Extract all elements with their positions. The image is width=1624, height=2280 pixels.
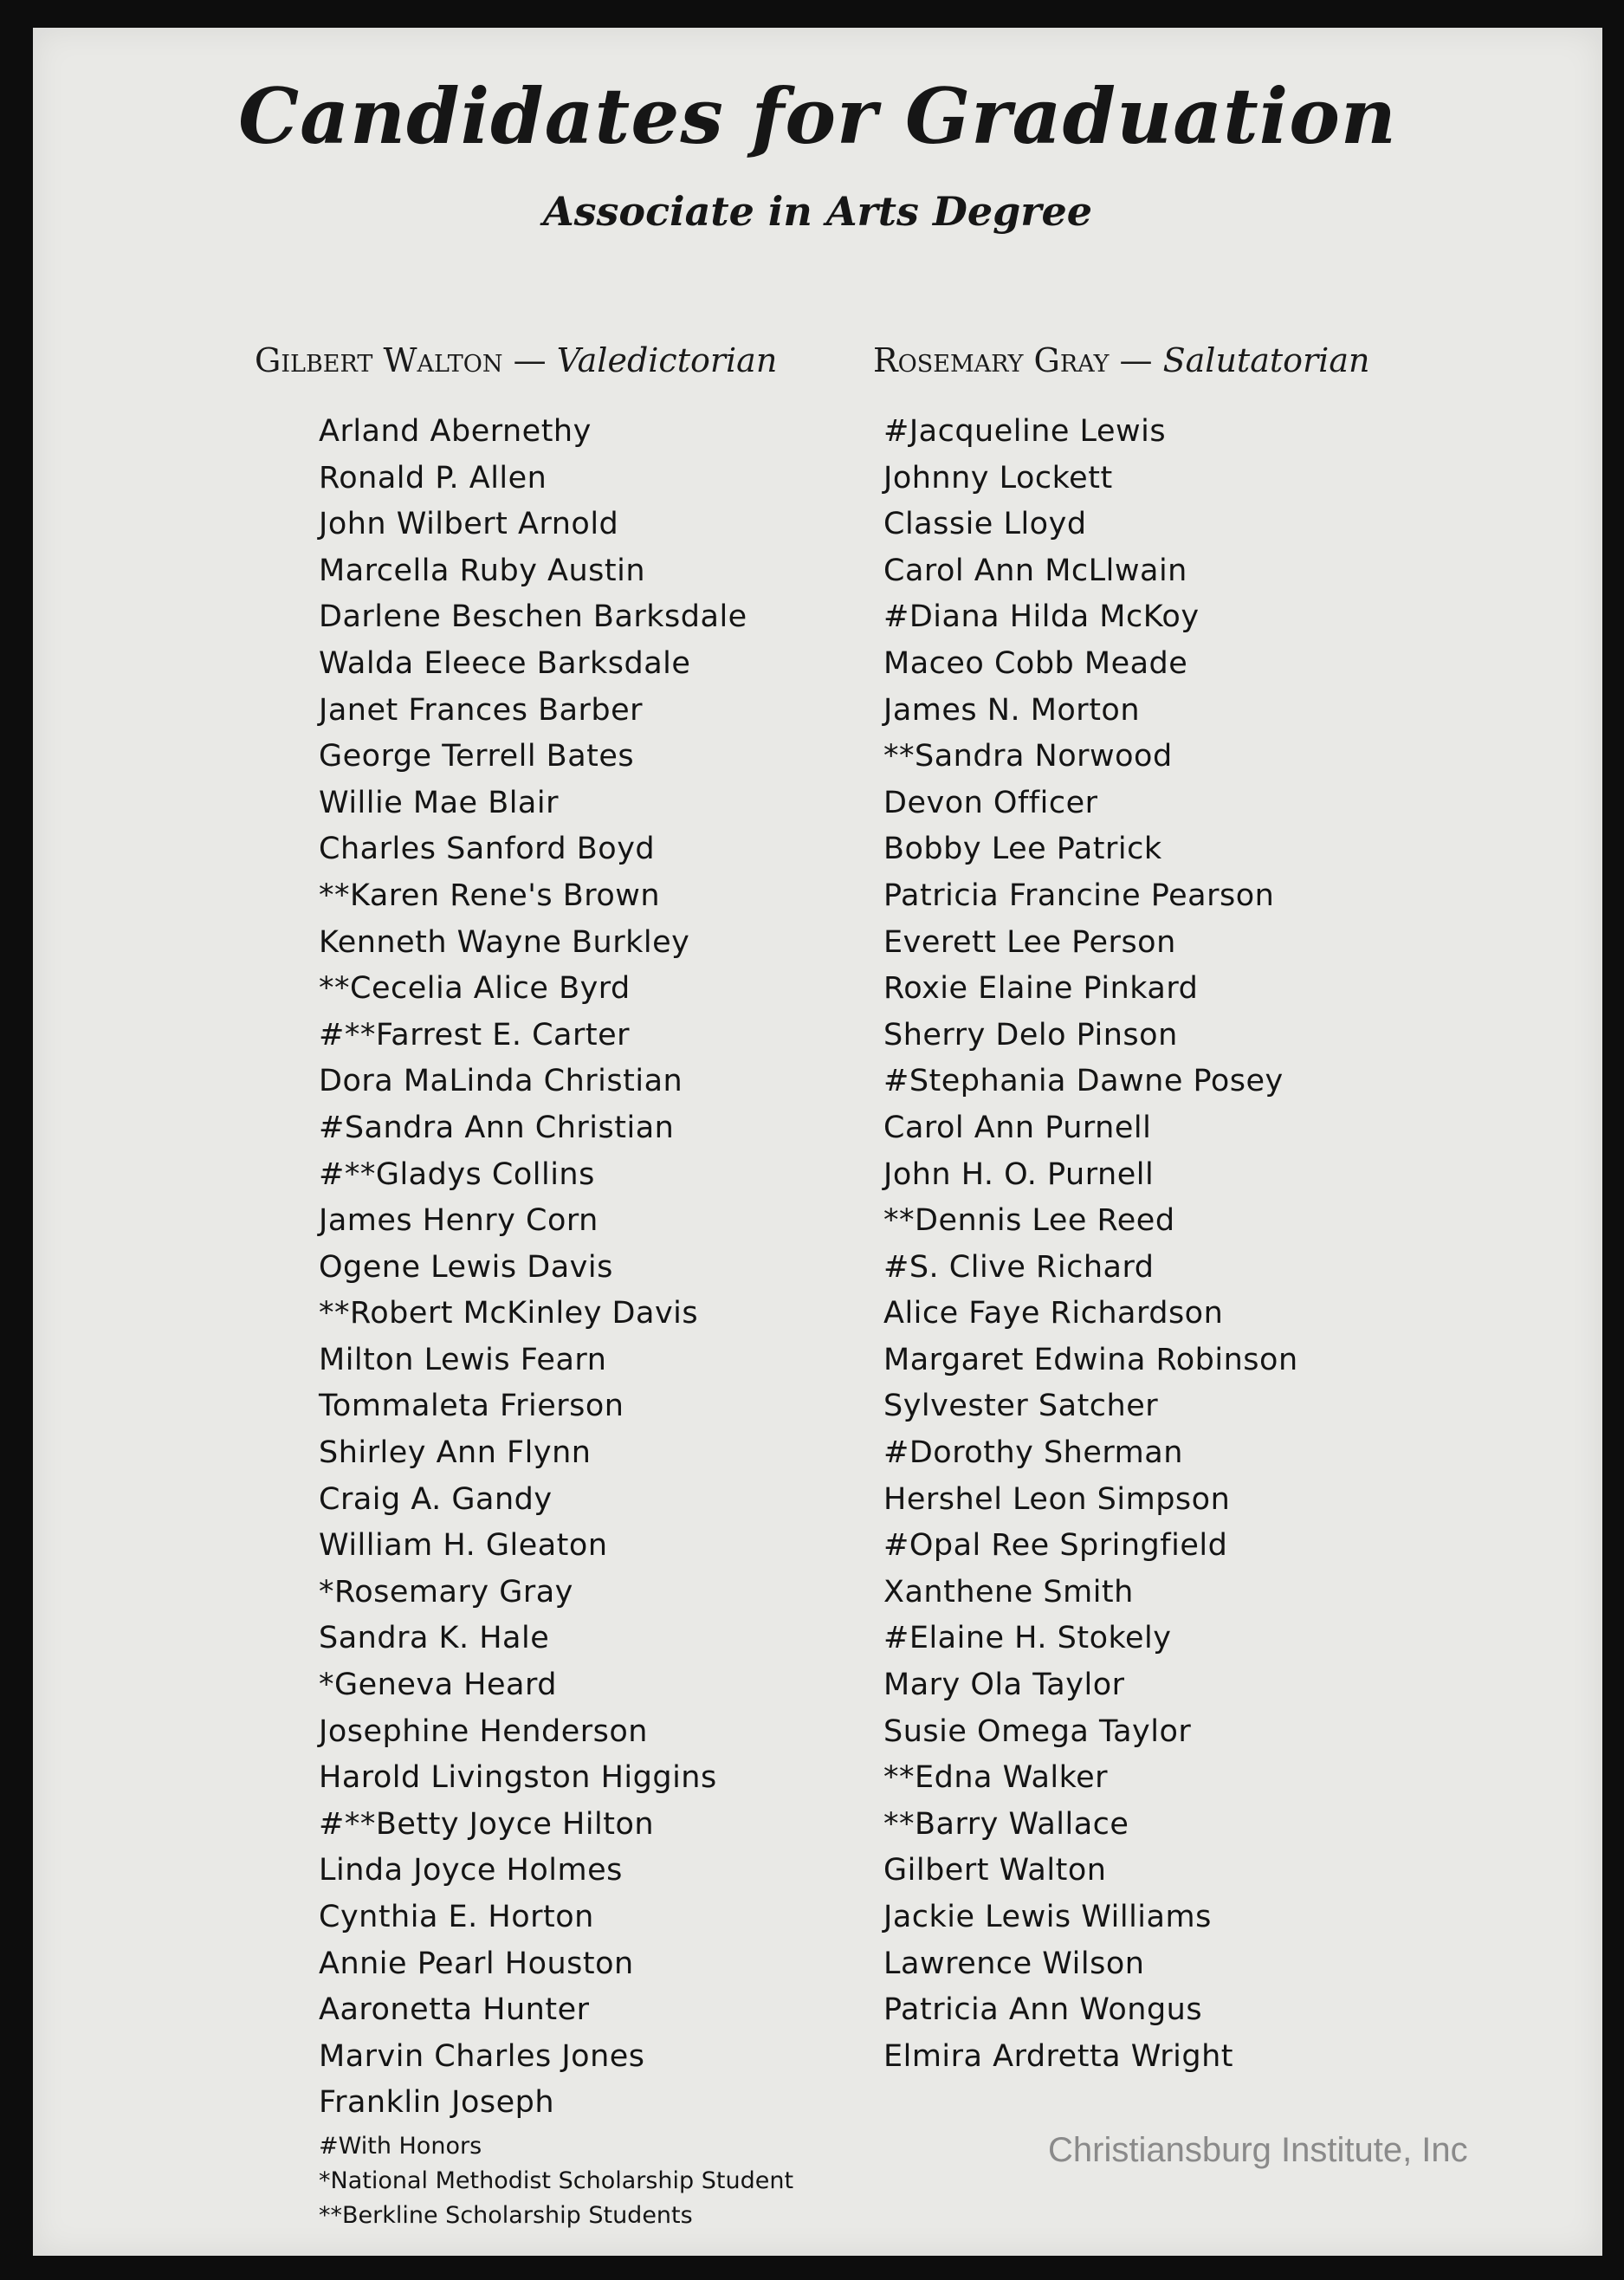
candidate-name: Roxie Elaine Pinkard [883,971,1199,1007]
valedictorian-heading [255,341,777,379]
candidate-name: **Robert McKinley Davis [319,1296,699,1331]
candidate-name: William H. Gleaton [319,1528,608,1564]
salutatorian-heading [873,341,1369,379]
candidate-name: Marcella Ruby Austin [319,553,646,588]
candidate-name: Margaret Edwina Robinson [883,1342,1298,1377]
candidate-name: Jackie Lewis Williams [883,1900,1212,1934]
candidate-name: Sylvester Satcher [883,1389,1159,1424]
candidate-name: Shirley Ann Flynn [319,1435,592,1471]
candidate-name: Gilbert Walton [883,1853,1107,1888]
candidate-name: Craig A. Gandy [319,1481,553,1517]
candidate-name: Janet Frances Barber [319,692,644,728]
salutatorian-name: Rosemary Gray [873,341,1110,379]
legend-notes [319,2129,793,2233]
legend-item: *National Methodist Scholarship Student [319,2167,794,2194]
candidate-name: Devon Officer [883,785,1098,820]
candidate-name: Carol Ann Purnell [883,1110,1152,1145]
candidate-name: James Henry Corn [319,1203,598,1239]
candidate-name: Willie Mae Blair [319,785,559,820]
candidate-name: #Diana Hilda McKoy [883,599,1200,635]
candidate-name: #Jacqueline Lewis [883,414,1167,449]
candidate-name: *Geneva Heard [319,1668,557,1703]
candidate-name: Xanthene Smith [883,1574,1134,1610]
candidate-name: Josephine Henderson [319,1713,648,1749]
candidate-name: *Rosemary Gray [319,1574,573,1610]
candidate-name: Elmira Ardretta Wright [883,2038,1233,2074]
candidate-name: #Sandra Ann Christian [319,1110,675,1145]
candidate-name: **Cecelia Alice Byrd [319,971,631,1007]
candidate-list-left [319,409,747,2127]
candidate-name: Patricia Francine Pearson [883,878,1275,913]
candidate-name: #Stephania Dawne Posey [883,1064,1284,1099]
candidate-name: George Terrell Bates [319,739,635,774]
salutatorian-dash: — [1119,341,1153,379]
candidate-name: **Dennis Lee Reed [883,1203,1175,1239]
candidate-name: **Edna Walker [883,1760,1109,1796]
candidate-name: Bobby Lee Patrick [883,832,1162,867]
candidate-name: Lawrence Wilson [883,1946,1145,1981]
candidate-name: Cynthia E. Horton [319,1900,594,1934]
candidate-name: **Karen Rene's Brown [319,878,661,913]
candidate-name: Mary Ola Taylor [883,1668,1125,1703]
candidate-name: #S. Clive Richard [883,1249,1155,1285]
candidate-name: Sherry Delo Pinson [883,1017,1178,1053]
document-page [33,28,1602,2256]
candidate-name: Patricia Ann Wongus [883,1992,1203,2028]
candidate-name: Marvin Charles Jones [319,2038,645,2074]
candidate-name: #**Betty Joyce Hilton [319,1806,655,1842]
candidate-name: Charles Sanford Boyd [319,832,656,867]
candidate-name: Everett Lee Person [883,924,1176,960]
candidate-name: John Wilbert Arnold [319,507,619,542]
candidate-name: #Elaine H. Stokely [883,1621,1172,1656]
candidate-name: Franklin Joseph [319,2085,555,2121]
candidate-name: Harold Livingston Higgins [319,1760,717,1796]
candidate-name: James N. Morton [883,692,1141,728]
page-subtitle: Associate in Arts Degree [542,188,1093,235]
candidate-name: Susie Omega Taylor [883,1713,1192,1749]
candidate-name: Darlene Beschen Barksdale [319,599,747,635]
candidate-name: Alice Faye Richardson [883,1296,1224,1331]
page-title: Candidates for Graduation [238,71,1397,161]
candidate-name: Sandra K. Hale [319,1621,550,1656]
candidate-name: Classie Lloyd [883,507,1087,542]
valedictorian-dash: — [513,341,547,379]
candidate-name: Tommaleta Frierson [319,1389,624,1424]
candidate-name: #**Gladys Collins [319,1156,595,1192]
candidate-name: **Sandra Norwood [883,739,1173,774]
candidate-name: Hershel Leon Simpson [883,1481,1231,1517]
candidate-name: Annie Pearl Houston [319,1946,634,1981]
candidate-name: Johnny Lockett [883,460,1113,496]
valedictorian-name: Gilbert Walton [255,341,503,379]
candidate-list-right [883,409,1298,2080]
candidate-name: Milton Lewis Fearn [319,1342,607,1377]
valedictorian-title: Valedictorian [556,341,778,379]
candidate-name: Aaronetta Hunter [319,1992,590,2028]
candidate-name: #**Farrest E. Carter [319,1017,630,1053]
candidate-name: Kenneth Wayne Burkley [319,924,690,960]
salutatorian-title: Salutatorian [1162,341,1370,379]
candidate-name: #Opal Ree Springfield [883,1528,1228,1564]
candidate-name: Ogene Lewis Davis [319,1249,613,1285]
candidate-name: Dora MaLinda Christian [319,1064,683,1099]
candidate-name: Maceo Cobb Meade [883,645,1188,681]
candidate-name: Ronald P. Allen [319,460,547,496]
candidate-name: John H. O. Purnell [883,1156,1155,1192]
candidate-name: **Barry Wallace [883,1806,1129,1842]
candidate-name: #Dorothy Sherman [883,1435,1183,1471]
legend-item: **Berkline Scholarship Students [319,2202,693,2229]
candidate-name: Carol Ann McLlwain [883,553,1187,588]
candidate-name: Walda Eleece Barksdale [319,645,691,681]
legend-item: #With Honors [319,2133,482,2160]
candidate-name: Arland Abernethy [319,414,592,449]
candidate-name: Linda Joyce Holmes [319,1853,623,1888]
watermark: Christiansburg Institute, Inc [1048,2131,1468,2169]
